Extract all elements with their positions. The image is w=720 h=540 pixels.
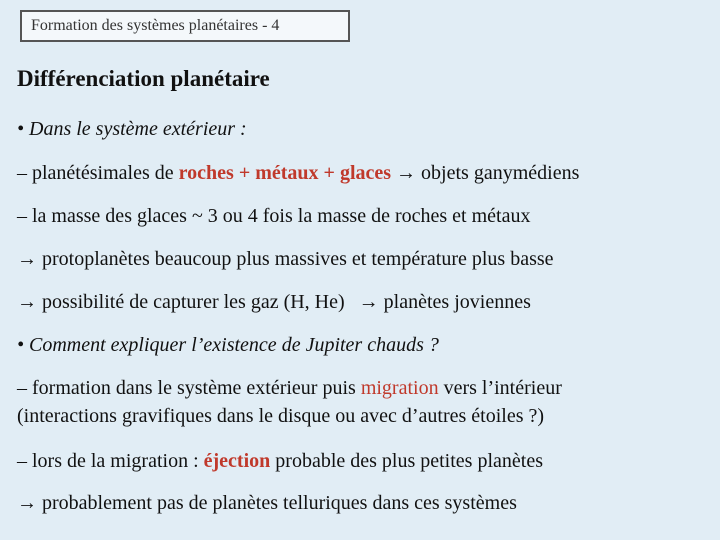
highlight-roches: roches <box>178 162 234 184</box>
line-protoplanets: → protoplanètes beaucoup plus massives et température plus basse <box>17 248 554 270</box>
bullet-hot-jupiters: • Comment expliquer l’existence de Jupiter chauds ? <box>17 334 439 356</box>
text-segment: – lors de la migration : <box>17 450 204 472</box>
slide-header-text: Formation des systèmes planétaires - 4 <box>31 17 280 34</box>
highlight-migration: migration <box>360 377 439 399</box>
text-segment: → possibilité de capturer les gaz (H, He) <box>17 291 345 313</box>
line-ejection <box>17 450 543 473</box>
text-segment: → objets ganymédiens <box>391 162 580 184</box>
text-segment: vers l’intérieur <box>438 377 562 399</box>
highlight-glaces: glaces <box>339 162 392 184</box>
bullet-outer-system: • Dans le système extérieur : <box>17 118 247 140</box>
line-gas-capture <box>17 291 531 314</box>
plus-sign: + <box>318 162 340 184</box>
highlight-metaux: métaux <box>255 162 319 184</box>
text-segment: – planétésimales de <box>17 162 179 184</box>
line-interactions: (interactions gravifiques dans le disque ou avec d’autres étoiles ?) <box>17 405 545 427</box>
slide-title: Différenciation planétaire <box>17 66 270 91</box>
line-no-telluric: → probablement pas de planètes telluriques dans ces systèmes <box>17 492 517 514</box>
line-migration <box>17 377 562 400</box>
plus-sign: + <box>233 162 256 184</box>
line-planetesimals <box>17 162 579 185</box>
line-ice-mass: – la masse des glaces ~ 3 ou 4 fois la masse de roches et métaux <box>17 205 531 227</box>
text-segment: probable des plus petites planètes <box>270 450 543 472</box>
highlight-ejection: éjection <box>203 450 271 472</box>
text-segment: → planètes joviennes <box>358 291 531 313</box>
slide-header-box <box>20 10 350 42</box>
text-segment: – formation dans le système extérieur puis <box>17 377 361 399</box>
